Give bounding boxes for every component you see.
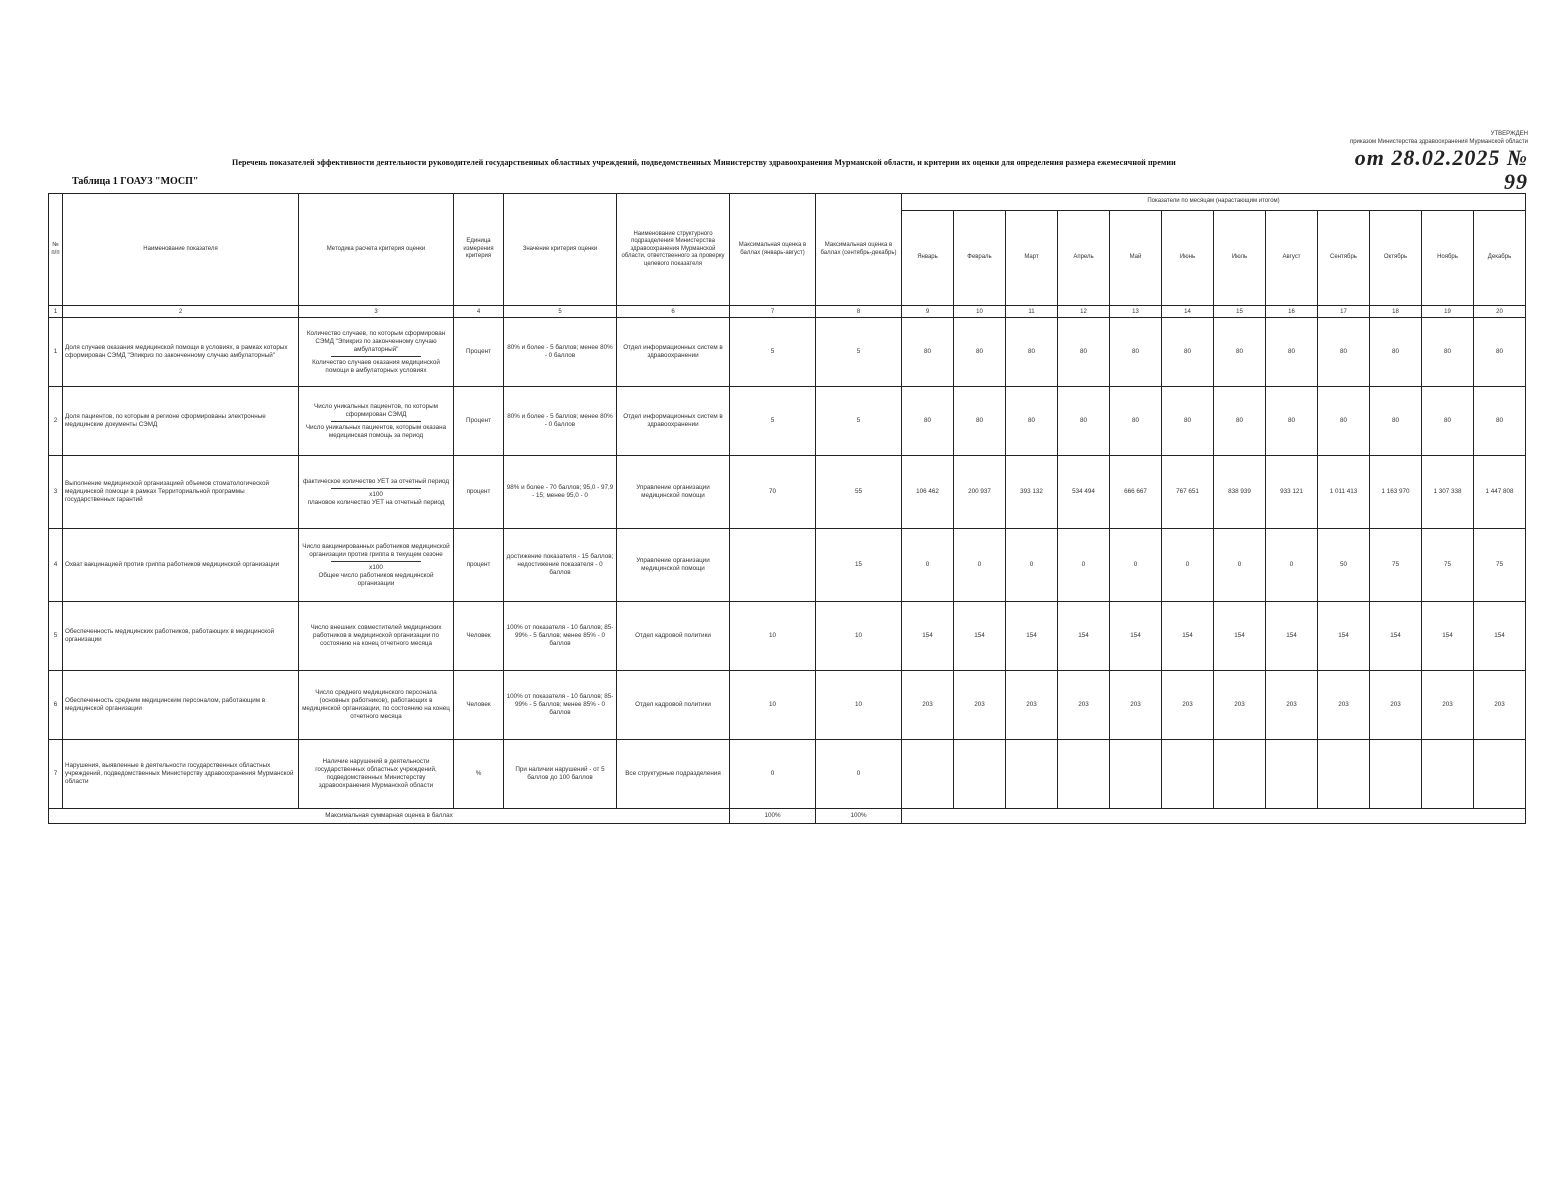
header-month: Февраль xyxy=(954,211,1006,306)
row-month-value: 80 xyxy=(902,387,954,456)
row-unit: Человек xyxy=(454,602,504,671)
row-month-value: 80 xyxy=(1474,318,1526,387)
row-month-value: 75 xyxy=(1474,529,1526,602)
column-number: 18 xyxy=(1370,306,1422,318)
header-month: Июль xyxy=(1214,211,1266,306)
row-month-value xyxy=(1266,740,1318,809)
row-month-value: 154 xyxy=(902,602,954,671)
column-number: 15 xyxy=(1214,306,1266,318)
row-month-value: 80 xyxy=(1318,387,1370,456)
row-month-value: 0 xyxy=(1214,529,1266,602)
row-criteria: 100% от показателя - 10 баллов; 85-99% - 5 баллов; менее 85% - 0 баллов xyxy=(504,602,617,671)
header-method: Методика расчета критерия оценки xyxy=(299,194,454,306)
row-number: 6 xyxy=(49,671,63,740)
header-month: Июнь xyxy=(1162,211,1214,306)
row-max-sep-dec: 0 xyxy=(816,740,902,809)
total-sep-dec: 100% xyxy=(816,809,902,824)
total-label: Максимальная суммарная оценка в баллах xyxy=(49,809,730,824)
header-month: Май xyxy=(1110,211,1162,306)
column-number: 7 xyxy=(730,306,816,318)
header-indicator: Наименование показателя xyxy=(63,194,299,306)
row-month-value: 80 xyxy=(1110,318,1162,387)
row-unit: процент xyxy=(454,529,504,602)
row-month-value: 80 xyxy=(1318,318,1370,387)
method-multiplier: x100 xyxy=(369,563,383,571)
column-number: 11 xyxy=(1006,306,1058,318)
row-month-value: 203 xyxy=(1422,671,1474,740)
row-month-value: 200 937 xyxy=(954,456,1006,529)
row-month-value xyxy=(954,740,1006,809)
row-month-value: 203 xyxy=(1006,671,1058,740)
column-number: 20 xyxy=(1474,306,1526,318)
row-max-sep-dec: 5 xyxy=(816,387,902,456)
row-number: 5 xyxy=(49,602,63,671)
column-number-row xyxy=(49,306,1526,318)
indicators-body xyxy=(49,318,1526,809)
row-month-value: 0 xyxy=(902,529,954,602)
row-month-value: 393 132 xyxy=(1006,456,1058,529)
method-numerator: Наличие нарушений в деятельности государственных областных учреждений, подведомственных Министерству здравоохранения Мурманской области xyxy=(315,758,437,789)
row-method xyxy=(299,387,454,456)
row-criteria: При наличии нарушений - от 5 баллов до 100 баллов xyxy=(504,740,617,809)
method-numerator: Число внешних совместителей медицинских работников в медицинской организации по состоянию на конец отчетного месяца xyxy=(310,624,442,647)
indicators-table-wrap xyxy=(48,193,1526,824)
column-number: 4 xyxy=(454,306,504,318)
row-number: 4 xyxy=(49,529,63,602)
row-month-value: 1 011 413 xyxy=(1318,456,1370,529)
row-month-value: 80 xyxy=(902,318,954,387)
row-criteria: достижение показателя - 15 баллов; недостижение показателя - 0 баллов xyxy=(504,529,617,602)
row-indicator: Охват вакцинацией против гриппа работников медицинской организации xyxy=(63,529,299,602)
row-month-value xyxy=(1370,740,1422,809)
method-numerator: Число среднего медицинского персонала (основных работников), работающих в медицинской организации, по состоянию на конец отчетного месяца xyxy=(302,689,450,720)
header-month: Март xyxy=(1006,211,1058,306)
row-indicator: Доля пациентов, по которым в регионе сформированы электронные медицинские документы СЭМД xyxy=(63,387,299,456)
row-number: 7 xyxy=(49,740,63,809)
fraction-line xyxy=(331,421,421,422)
row-month-value: 203 xyxy=(1110,671,1162,740)
row-month-value: 154 xyxy=(1474,602,1526,671)
header-max-sep-dec: Максимальная оценка в баллах (сентябрь-декабрь) xyxy=(816,194,902,306)
row-month-value: 80 xyxy=(1266,387,1318,456)
row-month-value: 767 651 xyxy=(1162,456,1214,529)
row-month-value: 203 xyxy=(1370,671,1422,740)
column-number: 16 xyxy=(1266,306,1318,318)
row-unit: Процент xyxy=(454,318,504,387)
row-month-value: 666 667 xyxy=(1110,456,1162,529)
method-multiplier: x100 xyxy=(369,490,383,498)
row-max-jan-aug: 10 xyxy=(730,671,816,740)
column-number: 6 xyxy=(617,306,730,318)
method-numerator: Число уникальных пациентов, по которым сформирован СЭМД xyxy=(314,402,438,418)
row-month-value xyxy=(1110,740,1162,809)
row-max-sep-dec: 10 xyxy=(816,671,902,740)
method-denominator: Количество случаев оказания медицинской помощи в амбулаторных условиях xyxy=(312,358,440,374)
table-row xyxy=(49,671,1526,740)
row-month-value: 80 xyxy=(1006,318,1058,387)
row-month-value xyxy=(902,740,954,809)
column-number: 10 xyxy=(954,306,1006,318)
row-month-value xyxy=(1058,740,1110,809)
table-row xyxy=(49,602,1526,671)
column-number: 19 xyxy=(1422,306,1474,318)
row-method xyxy=(299,529,454,602)
row-unit: процент xyxy=(454,456,504,529)
row-number: 3 xyxy=(49,456,63,529)
column-number: 5 xyxy=(504,306,617,318)
row-responsible: Управление организации медицинской помощи xyxy=(617,456,730,529)
column-number: 1 xyxy=(49,306,63,318)
header-month: Август xyxy=(1266,211,1318,306)
row-month-value: 75 xyxy=(1422,529,1474,602)
table-row xyxy=(49,529,1526,602)
row-responsible: Отдел информационных систем в здравоохранении xyxy=(617,318,730,387)
indicators-table xyxy=(48,193,1526,824)
row-month-value: 838 939 xyxy=(1214,456,1266,529)
table-row xyxy=(49,456,1526,529)
row-method xyxy=(299,602,454,671)
row-number: 2 xyxy=(49,387,63,456)
header-unit: Единица измерения критерия xyxy=(454,194,504,306)
header-month: Январь xyxy=(902,211,954,306)
row-method xyxy=(299,456,454,529)
row-month-value: 154 xyxy=(1318,602,1370,671)
row-month-value: 203 xyxy=(1474,671,1526,740)
row-month-value: 154 xyxy=(1162,602,1214,671)
row-month-value: 80 xyxy=(1266,318,1318,387)
approval-line: приказом Министерства здравоохранения Мурманской области xyxy=(1349,139,1528,145)
row-month-value: 106 462 xyxy=(902,456,954,529)
row-month-value xyxy=(1318,740,1370,809)
approval-date-number: от 28.02.2025 № 99 xyxy=(1354,145,1528,194)
method-numerator: фактическое количество УЕТ за отчетный период xyxy=(302,477,450,485)
row-indicator: Обеспеченность медицинских работников, работающих в медицинской организации xyxy=(63,602,299,671)
row-unit: Человек xyxy=(454,671,504,740)
row-month-value: 203 xyxy=(1266,671,1318,740)
row-month-value: 80 xyxy=(1370,318,1422,387)
row-max-jan-aug: 0 xyxy=(730,740,816,809)
row-month-value: 154 xyxy=(1266,602,1318,671)
row-max-jan-aug: 5 xyxy=(730,318,816,387)
row-month-value: 0 xyxy=(1266,529,1318,602)
approval-label: УТВЕРЖДЕН xyxy=(1490,131,1528,137)
table-caption: Таблица 1 ГОАУЗ "МОСП" xyxy=(72,176,199,187)
row-responsible: Отдел кадровой политики xyxy=(617,602,730,671)
method-denominator: Общее число работников медицинской организации xyxy=(318,571,434,587)
row-month-value: 203 xyxy=(1162,671,1214,740)
row-max-sep-dec: 5 xyxy=(816,318,902,387)
column-number: 17 xyxy=(1318,306,1370,318)
row-month-value: 80 xyxy=(954,318,1006,387)
row-month-value: 154 xyxy=(1006,602,1058,671)
row-indicator: Доля случаев оказания медицинской помощи в условиях, в рамках которых сформирован СЭМД "Эпикриз по законченному случаю амбулаторный" xyxy=(63,318,299,387)
method-denominator: плановое количество УЕТ на отчетный период xyxy=(307,498,445,506)
header-month: Ноябрь xyxy=(1422,211,1474,306)
row-max-jan-aug: 5 xyxy=(730,387,816,456)
row-criteria: 98% и более - 70 баллов; 95,0 - 97,9 - 15; менее 95,0 - 0 xyxy=(504,456,617,529)
row-month-value: 50 xyxy=(1318,529,1370,602)
table-row xyxy=(49,318,1526,387)
total-jan-aug: 100% xyxy=(730,809,816,824)
row-month-value xyxy=(1422,740,1474,809)
row-max-sep-dec: 15 xyxy=(816,529,902,602)
row-month-value: 203 xyxy=(902,671,954,740)
row-month-value: 1 447 808 xyxy=(1474,456,1526,529)
row-month-value: 80 xyxy=(1006,387,1058,456)
row-month-value: 0 xyxy=(1162,529,1214,602)
row-indicator: Выполнение медицинской организацией объемов стоматологической медицинской помощи в рамках Территориальной программы государственных гарантий xyxy=(63,456,299,529)
column-number: 9 xyxy=(902,306,954,318)
row-month-value: 80 xyxy=(1162,387,1214,456)
row-number: 1 xyxy=(49,318,63,387)
column-number: 12 xyxy=(1058,306,1110,318)
table-row xyxy=(49,740,1526,809)
row-month-value xyxy=(1162,740,1214,809)
table-row xyxy=(49,387,1526,456)
row-method xyxy=(299,671,454,740)
row-unit: Процент xyxy=(454,387,504,456)
method-numerator: Число вакцинированных работников медицинской организации против гриппа в текущем сезоне xyxy=(302,542,450,558)
total-months-empty xyxy=(902,809,1526,824)
total-row xyxy=(49,809,1526,824)
column-number: 8 xyxy=(816,306,902,318)
column-number: 14 xyxy=(1162,306,1214,318)
row-responsible: Отдел кадровой политики xyxy=(617,671,730,740)
row-month-value: 0 xyxy=(1058,529,1110,602)
row-month-value: 154 xyxy=(1214,602,1266,671)
row-month-value: 0 xyxy=(1110,529,1162,602)
row-method xyxy=(299,318,454,387)
header-responsible: Наименование структурного подразделения Министерства здравоохранения Мурманской области, ответственного за проверку целевого показателя xyxy=(617,194,730,306)
row-month-value: 80 xyxy=(1370,387,1422,456)
row-max-jan-aug xyxy=(730,529,816,602)
method-denominator: Число уникальных пациентов, которым оказана медицинская помощь за период xyxy=(305,423,447,439)
row-month-value: 1 163 970 xyxy=(1370,456,1422,529)
fraction-line xyxy=(331,561,421,562)
row-month-value: 203 xyxy=(954,671,1006,740)
row-max-jan-aug: 10 xyxy=(730,602,816,671)
row-month-value: 80 xyxy=(1214,387,1266,456)
row-month-value: 80 xyxy=(1474,387,1526,456)
column-number: 2 xyxy=(63,306,299,318)
row-month-value: 1 307 338 xyxy=(1422,456,1474,529)
header-no: № п/п xyxy=(49,194,63,306)
row-month-value: 80 xyxy=(1058,318,1110,387)
row-month-value xyxy=(1006,740,1058,809)
row-month-value: 75 xyxy=(1370,529,1422,602)
row-month-value xyxy=(1214,740,1266,809)
row-month-value: 80 xyxy=(1214,318,1266,387)
row-method xyxy=(299,740,454,809)
row-criteria: 80% и более - 5 баллов; менее 80% - 0 баллов xyxy=(504,387,617,456)
column-number: 13 xyxy=(1110,306,1162,318)
document-title: Перечень показателей эффективности деятельности руководителей государственных областных учреждений, подведомственных Министерству здравоохранения Мурманской области, и критерии их оценки для определения размера ежемесячной премии xyxy=(232,158,1176,167)
header-month: Апрель xyxy=(1058,211,1110,306)
fraction-line xyxy=(331,356,421,357)
header-criteria: Значение критерия оценки xyxy=(504,194,617,306)
row-month-value: 154 xyxy=(954,602,1006,671)
header-month: Сентябрь xyxy=(1318,211,1370,306)
header-max-jan-aug: Максимальная оценка в баллах (январь-август) xyxy=(730,194,816,306)
row-responsible: Отдел информационных систем в здравоохранении xyxy=(617,387,730,456)
row-max-sep-dec: 10 xyxy=(816,602,902,671)
row-max-sep-dec: 55 xyxy=(816,456,902,529)
row-month-value: 203 xyxy=(1318,671,1370,740)
row-month-value: 933 121 xyxy=(1266,456,1318,529)
row-month-value: 0 xyxy=(1006,529,1058,602)
header-month: Октябрь xyxy=(1370,211,1422,306)
row-month-value xyxy=(1474,740,1526,809)
fraction-line xyxy=(331,488,421,489)
row-month-value: 80 xyxy=(1422,387,1474,456)
row-month-value: 154 xyxy=(1370,602,1422,671)
row-month-value: 154 xyxy=(1422,602,1474,671)
row-responsible: Управление организации медицинской помощи xyxy=(617,529,730,602)
row-month-value: 203 xyxy=(1214,671,1266,740)
row-unit: % xyxy=(454,740,504,809)
row-month-value: 0 xyxy=(954,529,1006,602)
row-criteria: 100% от показателя - 10 баллов; 85-99% - 5 баллов; менее 85% - 0 баллов xyxy=(504,671,617,740)
row-month-value: 154 xyxy=(1058,602,1110,671)
row-month-value: 80 xyxy=(1110,387,1162,456)
row-indicator: Обеспеченность средним медицинским персоналом, работающим в медицинской организации xyxy=(63,671,299,740)
row-indicator: Нарушения, выявленные в деятельности государственных областных учреждений, подведомственных Министерству здравоохранения Мурманской области xyxy=(63,740,299,809)
column-number: 3 xyxy=(299,306,454,318)
row-responsible: Все структурные подразделения xyxy=(617,740,730,809)
row-criteria: 80% и более - 5 баллов; менее 80% - 0 баллов xyxy=(504,318,617,387)
row-month-value: 154 xyxy=(1110,602,1162,671)
row-month-value: 534 494 xyxy=(1058,456,1110,529)
row-month-value: 203 xyxy=(1058,671,1110,740)
row-month-value: 80 xyxy=(1422,318,1474,387)
row-month-value: 80 xyxy=(954,387,1006,456)
row-month-value: 80 xyxy=(1162,318,1214,387)
header-month: Декабрь xyxy=(1474,211,1526,306)
row-month-value: 80 xyxy=(1058,387,1110,456)
method-numerator: Количество случаев, по которым сформирован СЭМД "Эпикриз по законченному случаю амбулаторный" xyxy=(306,329,446,353)
row-max-jan-aug: 70 xyxy=(730,456,816,529)
header-months-group: Показатели по месяцам (нарастающим итогом) xyxy=(902,194,1526,211)
